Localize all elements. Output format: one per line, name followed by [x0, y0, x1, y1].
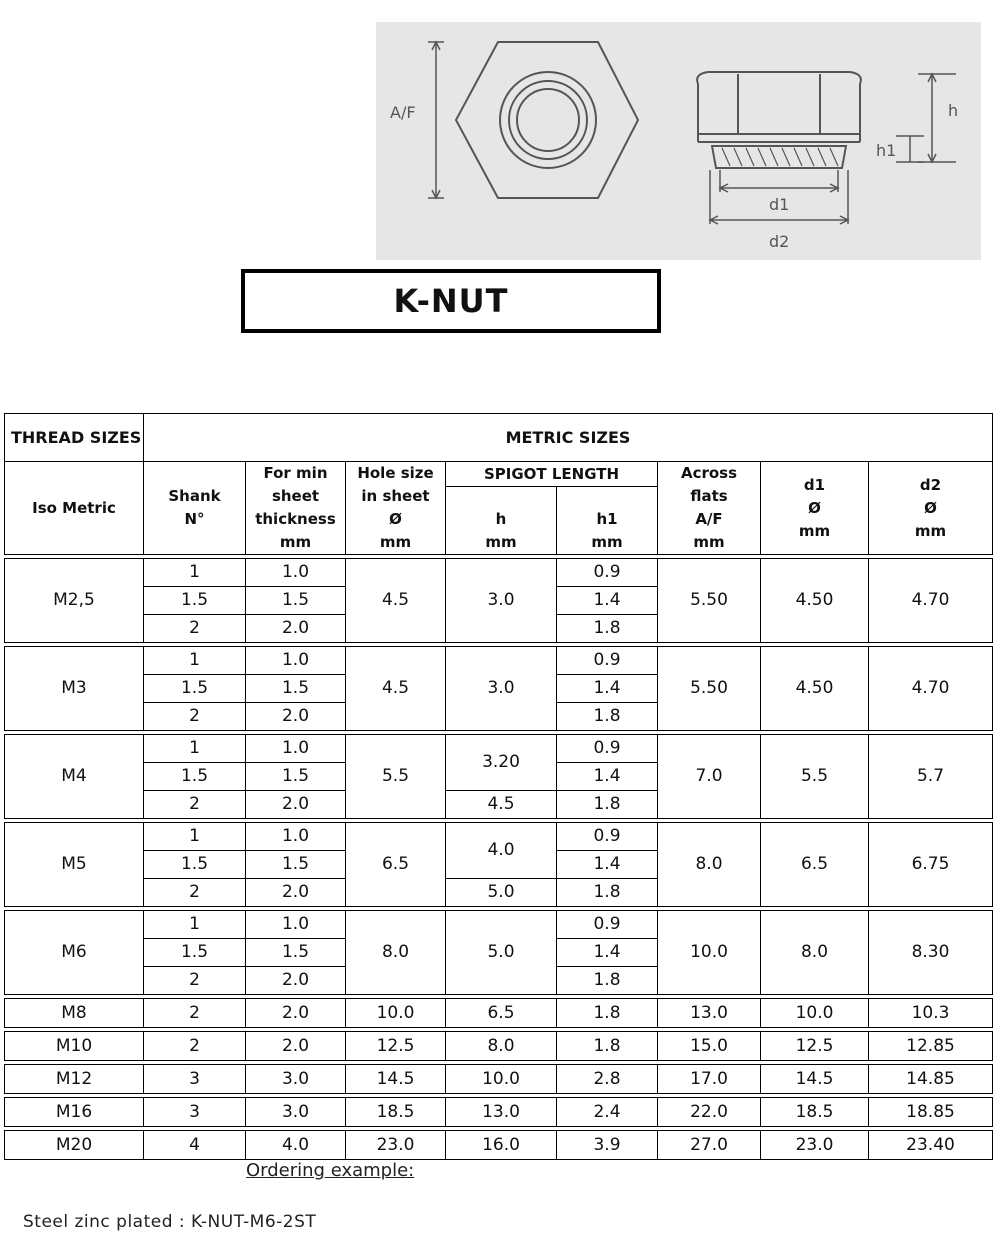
min-thickness-cell: 2.0: [246, 615, 346, 643]
af-label: A/F: [390, 103, 416, 122]
shank-cell: 3: [144, 1065, 246, 1094]
spigot-h-cell: 4.5: [446, 791, 557, 819]
d1-cell: 5.5: [761, 735, 869, 819]
knurl-hatch: [722, 148, 838, 166]
min-thickness-cell: 1.0: [246, 647, 346, 675]
min-thickness-cell: 2.0: [246, 791, 346, 819]
h1-label: h1: [876, 141, 897, 160]
across-flats-cell: 7.0: [658, 735, 761, 819]
d2-header: d2 Ø mm: [869, 462, 993, 555]
h-header: h mm: [446, 487, 557, 555]
min-thickness-cell: 3.0: [246, 1098, 346, 1127]
h-label: h: [948, 101, 959, 120]
d1-cell: 4.50: [761, 559, 869, 643]
shank-cell: 1: [144, 559, 246, 587]
min-thickness-cell: 2.0: [246, 967, 346, 995]
d2-cell: 23.40: [869, 1131, 993, 1160]
min-thickness-cell: 1.5: [246, 675, 346, 703]
spigot-h1-cell: 0.9: [557, 823, 658, 851]
table-row: [5, 1098, 993, 1127]
nut-side-view: [697, 72, 861, 168]
min-thickness-cell: 1.0: [246, 735, 346, 763]
min-thickness-cell: 1.5: [246, 939, 346, 967]
hole-size-cell: 23.0: [346, 1131, 446, 1160]
min-thickness-cell: 2.0: [246, 879, 346, 907]
shank-cell: 1: [144, 911, 246, 939]
d1-cell: 8.0: [761, 911, 869, 995]
spigot-h1-cell: 1.4: [557, 587, 658, 615]
hole-size-cell: 12.5: [346, 1032, 446, 1061]
spigot-h-cell: 5.0: [446, 911, 557, 995]
shank-cell: 1.5: [144, 939, 246, 967]
thread-size-cell: M6: [5, 911, 144, 995]
page-title: K-NUT: [393, 282, 509, 320]
d1-dimension: [720, 170, 838, 192]
across-flats-cell: 22.0: [658, 1098, 761, 1127]
shank-header: Shank N°: [144, 462, 246, 555]
d1-cell: 18.5: [761, 1098, 869, 1127]
d2-cell: 4.70: [869, 647, 993, 731]
title-box: [241, 269, 661, 333]
table-row: [5, 1032, 993, 1061]
spigot-h-cell: 13.0: [446, 1098, 557, 1127]
min-thickness-cell: 2.0: [246, 999, 346, 1028]
thread-size-cell: M20: [5, 1131, 144, 1160]
across-flats-cell: 5.50: [658, 647, 761, 731]
table-row: [5, 647, 993, 675]
d2-cell: 18.85: [869, 1098, 993, 1127]
h1-header: h1 mm: [557, 487, 658, 555]
min-thickness-cell: 1.0: [246, 911, 346, 939]
shank-cell: 2: [144, 615, 246, 643]
d2-cell: 14.85: [869, 1065, 993, 1094]
table-row: [5, 999, 993, 1028]
min-thickness-cell: 1.0: [246, 559, 346, 587]
hole-size-cell: 8.0: [346, 911, 446, 995]
thread-sizes-header: THREAD SIZES: [5, 414, 144, 462]
min-thickness-cell: 1.0: [246, 823, 346, 851]
spigot-h-cell: 3.20: [446, 735, 557, 791]
min-thickness-cell: 1.5: [246, 587, 346, 615]
d2-label: d2: [769, 232, 790, 251]
thread-size-cell: M8: [5, 999, 144, 1028]
d2-cell: 12.85: [869, 1032, 993, 1061]
hole-size-cell: 18.5: [346, 1098, 446, 1127]
shank-cell: 1.5: [144, 763, 246, 791]
spigot-h-cell: 5.0: [446, 879, 557, 907]
thread-size-cell: M2,5: [5, 559, 144, 643]
shank-cell: 1: [144, 647, 246, 675]
shank-cell: 1.5: [144, 851, 246, 879]
spigot-h1-cell: 0.9: [557, 911, 658, 939]
table-row: [5, 823, 993, 851]
table-row: [5, 1065, 993, 1094]
hex-top-view: [456, 42, 638, 198]
across-flats-cell: 15.0: [658, 1032, 761, 1061]
ordering-example-text: Steel zinc plated : K-NUT-M6-2ST: [23, 1212, 317, 1232]
hole-size-cell: 14.5: [346, 1065, 446, 1094]
metric-sizes-header: METRIC SIZES: [144, 414, 993, 462]
spigot-h1-cell: 1.8: [557, 1032, 658, 1061]
iso-metric-header: Iso Metric: [5, 462, 144, 555]
d1-cell: 10.0: [761, 999, 869, 1028]
spigot-h1-cell: 3.9: [557, 1131, 658, 1160]
shank-cell: 2: [144, 1032, 246, 1061]
spigot-h1-cell: 1.8: [557, 879, 658, 907]
min-thickness-cell: 2.0: [246, 703, 346, 731]
spigot-h1-cell: 1.4: [557, 763, 658, 791]
d2-cell: 4.70: [869, 559, 993, 643]
nut-drawing-svg: [376, 22, 981, 260]
hole-size-header: Hole size in sheet Ø mm: [346, 462, 446, 555]
ordering-example-label: Ordering example:: [246, 1160, 415, 1181]
thread-size-cell: M3: [5, 647, 144, 731]
d1-cell: 4.50: [761, 647, 869, 731]
spigot-h1-cell: 1.4: [557, 939, 658, 967]
h1-dimension: [896, 136, 924, 162]
across-flats-cell: 8.0: [658, 823, 761, 907]
spigot-h1-cell: 2.4: [557, 1098, 658, 1127]
thread-size-cell: M5: [5, 823, 144, 907]
thread-size-cell: M10: [5, 1032, 144, 1061]
min-thickness-cell: 4.0: [246, 1131, 346, 1160]
thread-size-cell: M12: [5, 1065, 144, 1094]
spigot-h1-cell: 0.9: [557, 735, 658, 763]
spigot-h1-cell: 1.8: [557, 703, 658, 731]
shank-cell: 1: [144, 735, 246, 763]
hole-size-cell: 4.5: [346, 559, 446, 643]
d1-header: d1 Ø mm: [761, 462, 869, 555]
d2-cell: 8.30: [869, 911, 993, 995]
spigot-h1-cell: 1.8: [557, 967, 658, 995]
spigot-h-cell: 3.0: [446, 647, 557, 731]
table-row: [5, 559, 993, 587]
spigot-h-cell: 10.0: [446, 1065, 557, 1094]
shank-cell: 1.5: [144, 675, 246, 703]
shank-cell: 2: [144, 791, 246, 819]
spec-table: [4, 413, 993, 1160]
technical-drawing: [376, 22, 981, 260]
min-thickness-header: For min sheet thickness mm: [246, 462, 346, 555]
shank-cell: 2: [144, 999, 246, 1028]
spigot-h1-cell: 1.8: [557, 999, 658, 1028]
spec-table-body: [5, 414, 993, 1160]
spigot-h-cell: 8.0: [446, 1032, 557, 1061]
spigot-h1-cell: 0.9: [557, 559, 658, 587]
table-row: [5, 1131, 993, 1160]
across-flats-cell: 13.0: [658, 999, 761, 1028]
spigot-h1-cell: 0.9: [557, 647, 658, 675]
d2-cell: 6.75: [869, 823, 993, 907]
af-dimension: [428, 42, 444, 198]
spigot-h1-cell: 1.8: [557, 791, 658, 819]
spigot-h-cell: 16.0: [446, 1131, 557, 1160]
across-flats-cell: 5.50: [658, 559, 761, 643]
d1-cell: 12.5: [761, 1032, 869, 1061]
hole-size-cell: 10.0: [346, 999, 446, 1028]
spigot-h1-cell: 2.8: [557, 1065, 658, 1094]
hole-size-cell: 5.5: [346, 735, 446, 819]
hole-size-cell: 4.5: [346, 647, 446, 731]
thread-size-cell: M16: [5, 1098, 144, 1127]
shank-cell: 3: [144, 1098, 246, 1127]
across-flats-header: Across flats A/F mm: [658, 462, 761, 555]
spigot-h-cell: 3.0: [446, 559, 557, 643]
min-thickness-cell: 3.0: [246, 1065, 346, 1094]
d2-cell: 10.3: [869, 999, 993, 1028]
spigot-h1-cell: 1.8: [557, 615, 658, 643]
spigot-h-cell: 4.0: [446, 823, 557, 879]
spigot-h1-cell: 1.4: [557, 675, 658, 703]
header-row-1: [5, 414, 993, 462]
shank-cell: 2: [144, 967, 246, 995]
spigot-h1-cell: 1.4: [557, 851, 658, 879]
table-row: [5, 735, 993, 763]
d1-cell: 23.0: [761, 1131, 869, 1160]
shank-cell: 1.5: [144, 587, 246, 615]
thread-size-cell: M4: [5, 735, 144, 819]
min-thickness-cell: 2.0: [246, 1032, 346, 1061]
shank-cell: 1: [144, 823, 246, 851]
shank-cell: 4: [144, 1131, 246, 1160]
shank-cell: 2: [144, 703, 246, 731]
min-thickness-cell: 1.5: [246, 851, 346, 879]
d1-label: d1: [769, 195, 790, 214]
table-row: [5, 911, 993, 939]
across-flats-cell: 27.0: [658, 1131, 761, 1160]
min-thickness-cell: 1.5: [246, 763, 346, 791]
d1-cell: 6.5: [761, 823, 869, 907]
d2-cell: 5.7: [869, 735, 993, 819]
spigot-length-header: SPIGOT LENGTH: [446, 462, 658, 487]
across-flats-cell: 17.0: [658, 1065, 761, 1094]
spigot-h-cell: 6.5: [446, 999, 557, 1028]
d1-cell: 14.5: [761, 1065, 869, 1094]
shank-cell: 2: [144, 879, 246, 907]
hole-size-cell: 6.5: [346, 823, 446, 907]
header-row-2: [5, 462, 993, 487]
across-flats-cell: 10.0: [658, 911, 761, 995]
